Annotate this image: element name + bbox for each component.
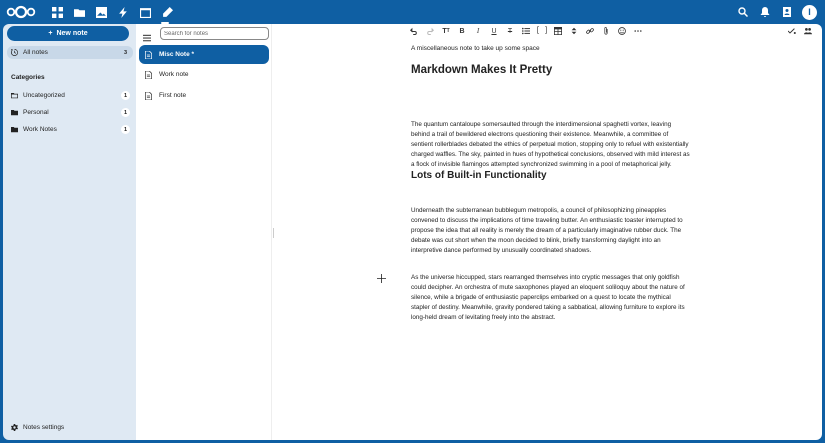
note-item-work-note[interactable]	[139, 65, 269, 84]
note-title: First note	[159, 92, 187, 99]
document-icon	[145, 51, 152, 59]
attachment-icon[interactable]	[598, 25, 614, 37]
plus-icon: +	[48, 30, 53, 37]
paragraph-3: As the universe hiccupped, stars rearranged themselves into cryptic messages that only goldfish could decipher. An orchestra of mute saxophones played an eloquent soliloquy about the nature of silence, while a brigade of enthusiastic paperclips embarked on a quest to locate the mythical stapler of destiny. Meanwhile, gravity pondered taking a sabbatical, allowing furniture to explore its long-held dream of levitating freely into the abstract.	[411, 274, 685, 322]
crosshair-cursor-icon	[377, 270, 386, 279]
category-uncategorized[interactable]	[7, 89, 133, 102]
redo-icon[interactable]	[422, 25, 438, 37]
save-status-check-icon[interactable]	[784, 25, 800, 37]
active-sessions-icon[interactable]	[800, 25, 816, 37]
categories-heading: Categories	[11, 74, 45, 81]
paragraph-2: Underneath the subterranean bubblegum metropolis, a council of philosophizing pineapples convened to discuss the implications of time traveling butter. An enthusiastic toaster interrupted to propose the idea that all reality is merely the dream of a particularly imaginative rubber duck. The debate was cut short when the moon decided to blink, briefly transforming daylight into an interpretive dance performed by unusually coordinated shadows.	[411, 207, 683, 255]
history-icon	[11, 49, 18, 56]
nav-item-all-notes[interactable]	[7, 46, 133, 59]
bold-icon[interactable]: B	[459, 27, 465, 35]
notifications-bell-icon[interactable]	[754, 0, 776, 24]
note-editor	[272, 24, 822, 440]
search-input[interactable]	[160, 27, 269, 40]
note-title: Misc Note *	[159, 51, 195, 58]
category-label: Uncategorized	[23, 92, 65, 99]
header-right	[732, 0, 817, 24]
nextcloud-logo-icon[interactable]	[6, 5, 36, 19]
toggle-navigation-icon[interactable]	[143, 29, 151, 37]
app-menu	[46, 0, 178, 24]
notes-settings-button[interactable]	[11, 424, 64, 431]
heading-markdown-makes-it-pretty: Markdown Makes It Pretty	[411, 64, 553, 76]
more-actions-icon[interactable]	[630, 25, 646, 37]
code-block-icon[interactable]: [ ]	[535, 27, 549, 35]
nav-item-label: All notes	[23, 49, 48, 56]
undo-icon[interactable]	[406, 25, 422, 37]
new-note-button[interactable]	[7, 26, 129, 41]
panel-resize-handle[interactable]	[273, 228, 275, 238]
files-icon[interactable]	[68, 0, 90, 24]
category-personal[interactable]	[7, 106, 133, 119]
new-note-label: New note	[56, 30, 88, 37]
notes-icon[interactable]	[156, 0, 178, 24]
editor-session-icons	[784, 25, 816, 37]
note-item-misc-note[interactable]	[139, 45, 269, 64]
more-formatting-chevron-icon[interactable]	[566, 25, 582, 37]
bullet-list-icon[interactable]	[518, 25, 534, 37]
category-count: 1	[121, 125, 130, 134]
search-icon[interactable]	[732, 0, 754, 24]
note-count: 3	[123, 49, 128, 56]
paragraph-1: The quantum cantaloupe somersaulted through the interdimensional spaghetti vortex, leaving behind a trail of bewildered electrons questioning their existence. Meanwhile, a committee of sentient rollerblades debated the ethics of perpetual motion, stopping only to refuel with existentially charged waffles. The sky, painted in hues of hypothetical conclusions, observed with mild interest as a flock of invisible flamingos attempted synchronized swimming in a pool of metaphorical jelly.	[411, 121, 690, 169]
link-icon[interactable]	[582, 25, 598, 37]
strikethrough-icon[interactable]: T	[507, 27, 513, 35]
settings-label: Notes settings	[23, 424, 65, 431]
dashboard-icon[interactable]	[46, 0, 68, 24]
calendar-icon[interactable]	[134, 0, 156, 24]
category-label: Work Notes	[23, 126, 57, 133]
formatting-toolbar	[406, 25, 646, 37]
category-label: Personal	[23, 109, 49, 116]
note-title: Work note	[159, 71, 189, 78]
app-navigation	[3, 24, 136, 440]
underline-icon[interactable]: U	[491, 27, 497, 35]
italic-icon[interactable]: I	[476, 27, 480, 35]
folder-icon	[11, 109, 18, 116]
category-count: 1	[121, 91, 130, 100]
photos-icon[interactable]	[90, 0, 112, 24]
category-work-notes[interactable]	[7, 123, 133, 136]
contacts-icon[interactable]	[776, 0, 798, 24]
folder-outline-icon	[11, 92, 18, 99]
heading-lots-of-built-in-functionality: Lots of Built-in Functionality	[411, 170, 547, 181]
category-count: 1	[121, 108, 130, 117]
document-icon	[145, 92, 152, 100]
note-item-first-note[interactable]	[139, 86, 269, 105]
folder-icon	[11, 126, 18, 133]
document-icon	[145, 71, 152, 79]
note-subtitle: A miscellaneous note to take up some space	[411, 45, 540, 52]
gear-icon	[11, 424, 18, 431]
top-bar	[0, 0, 825, 24]
notes-list-panel	[136, 24, 272, 440]
emoji-icon[interactable]	[614, 25, 630, 37]
activity-icon[interactable]	[112, 0, 134, 24]
user-avatar[interactable]: I	[802, 5, 817, 20]
table-icon[interactable]	[550, 25, 566, 37]
heading-icon[interactable]: T T	[442, 27, 450, 35]
